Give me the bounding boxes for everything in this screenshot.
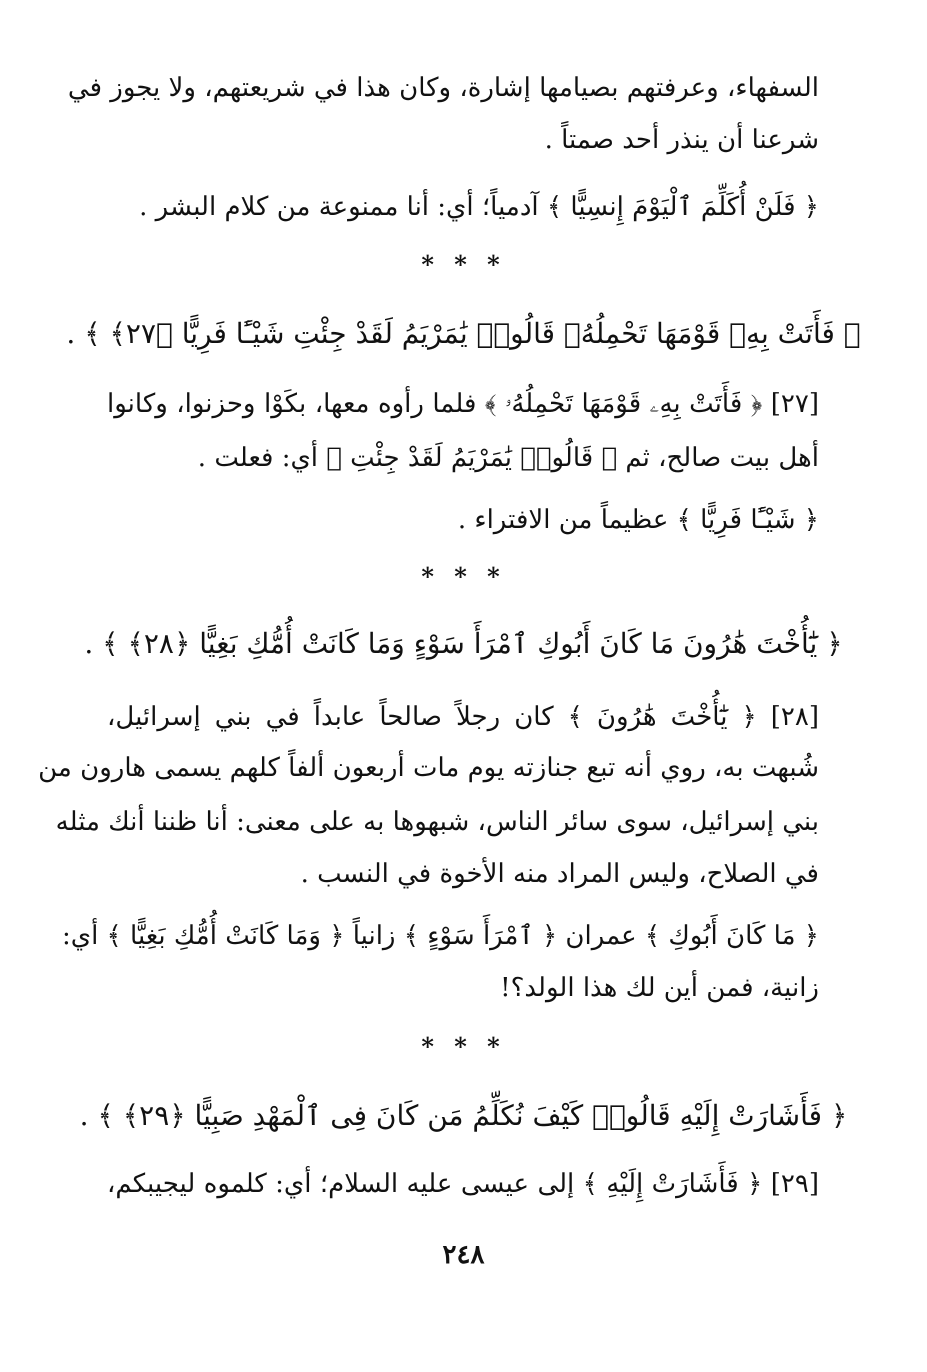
text-line: أهل بيت صالح، ثم ﴿ قَالُوا۟ يَٰمَرْيَمُ لَقَدْ جِئْتِ ﴾ أي: فعلت . bbox=[197, 443, 819, 473]
text-line: ﴿ فَلَنْ أُكَلِّمَ ٱلْيَوْمَ إِنسِيًّا ﴾ آدمياً؛ أي: أنا ممنوعة من كلام البشر . bbox=[139, 192, 819, 222]
quran-verse-28: ﴿ يَٰٓأُخْتَ هَٰرُونَ مَا كَانَ أَبُوكِ ٱمْرَأَ سَوْءٍ وَمَا كَانَتْ أُمُّكِ بَغِيًّا ﴿٢٨﴾ ﴾ . bbox=[84, 627, 843, 660]
text-line: ﴿ شَيْـًٔا فَرِيًّا ﴾ عظيماً من الافتراء . bbox=[457, 505, 819, 535]
text-line: شُبهت به، روي أنه تبع جنازته يوم مات أربعون ألفاً كلهم يسمى هارون من bbox=[38, 753, 819, 783]
text-line: شرعنا أن ينذر أحد صمتاً . bbox=[544, 125, 819, 155]
text-line: [٢٧] ﴿ فَأَتَتْ بِهِۦ قَوْمَهَا تَحْمِلُهُۥ ﴾ فلما رأوه معها، بكَوْا وحزنوا، وكانوا bbox=[107, 389, 819, 419]
text-line: [٢٨] ﴿ يَٰٓأُخْتَ هَٰرُونَ ﴾ كان رجلاً صالحاً عابداً في بني إسرائيل، bbox=[107, 702, 819, 732]
section-separator: * * * bbox=[421, 1032, 506, 1061]
quran-verse-29: ﴿ فَأَشَارَتْ إِلَيْهِ قَالُوا۟ كَيْفَ نُكَلِّمُ مَن كَانَ فِى ٱلْمَهْدِ صَبِيًّا ﴿٢٩﴾ ﴾ . bbox=[79, 1099, 848, 1132]
text-line: في الصلاح، وليس المراد منه الأخوة في النسب . bbox=[300, 859, 819, 889]
text-line: السفهاء، وعرفتهم بصيامها إشارة، وكان هذا في شريعتهم، ولا يجوز في bbox=[67, 73, 819, 103]
text-line: ﴿ مَا كَانَ أَبُوكِ ﴾ عمران ﴿ ٱمْرَأَ سَوْءٍ ﴾ زانياً ﴿ وَمَا كَانَتْ أُمُّكِ بَغِيًّا ﴾ أي: bbox=[61, 921, 819, 951]
text-line: [٢٩] ﴿ فَأَشَارَتْ إِلَيْهِ ﴾ إلى عيسى عليه السلام؛ أي: كلموه ليجيبكم، bbox=[107, 1169, 819, 1199]
text-line: بني إسرائيل، سوى سائر الناس، شبهوها به على معنى: أنا ظننا أنك مثله bbox=[55, 807, 819, 837]
section-separator: * * * bbox=[421, 562, 506, 591]
section-separator: * * * bbox=[421, 250, 506, 279]
page-number: ٢٤٨ bbox=[442, 1240, 485, 1270]
text-line: زانية، فمن أين لك هذا الولد؟! bbox=[500, 973, 819, 1003]
quran-verse-27: ﴿ فَأَتَتْ بِهِۦ قَوْمَهَا تَحْمِلُهُۥ قَالُوا۟ يَٰمَرْيَمُ لَقَدْ جِئْتِ شَيْـًٔا فَرِيًّا ﴿٢٧﴾ ﴾ . bbox=[66, 317, 861, 350]
